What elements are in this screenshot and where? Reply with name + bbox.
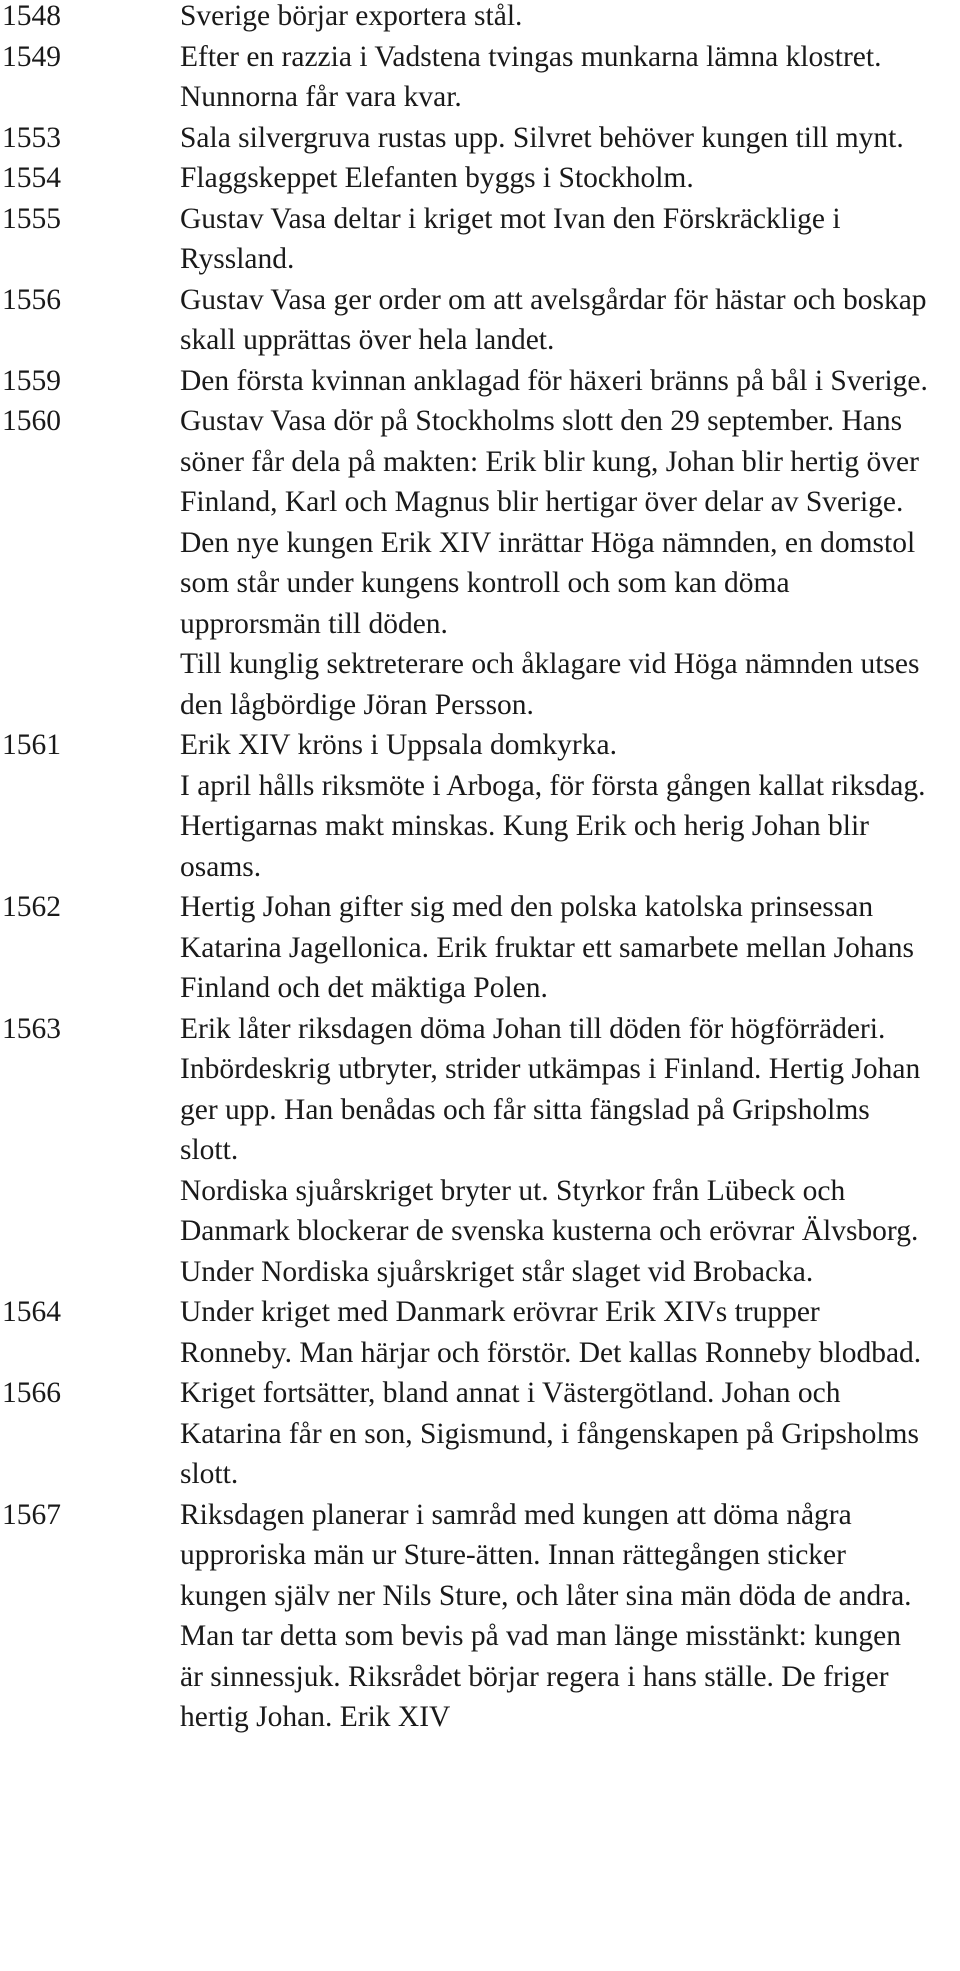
timeline-entry (0, 118, 960, 159)
entry-events (180, 0, 940, 37)
entry-year: 1560 (2, 405, 61, 437)
event-text: Till kunglig sektreterare och åklagare vid Höga nämnden utses den lågbördige Jöran Persson. (180, 648, 920, 721)
event-text: I april hålls riksmöte i Arboga, för första gången kallat riksdag. Hertigarnas makt minskas. Kung Erik och herig Johan blir osams. (180, 769, 926, 883)
entry-events (180, 401, 940, 725)
entry-events (180, 280, 940, 361)
entry-year: 1549 (2, 40, 61, 73)
timeline-entry (0, 1009, 960, 1293)
event-text: Efter en razzia i Vadstena tvingas munkarna lämna klostret. Nunnorna får vara kvar. (180, 40, 882, 113)
entry-events (180, 158, 940, 199)
timeline-entry (0, 725, 960, 887)
event-text: Den första kvinnan anklagad för häxeri bränns på bål i Sverige. (180, 364, 928, 397)
timeline-entry (0, 158, 960, 199)
entry-events (180, 361, 940, 402)
event-text: Flaggskeppet Elefanten byggs i Stockholm. (180, 162, 694, 194)
event-text: Sverige börjar exportera stål. (180, 0, 523, 32)
entry-year: 1553 (2, 121, 61, 154)
event-text: Gustav Vasa deltar i kriget mot Ivan den Förskräcklige i Ryssland. (180, 202, 841, 275)
entry-year: 1566 (2, 1377, 61, 1409)
entry-events (180, 1373, 940, 1495)
event-text: Riksdagen planerar i samråd med kungen att döma några upproriska män ur Sture-ätten. Innan rättegången sticker kungen själv ner Nils Sture, och låter sina män döda de andra. Man tar detta som bevis på vad man länge misstänkt: kungen är sinnessjuk. Riksrådet börjar regera i hans ställe. De friger hertig Johan. Erik XIV (180, 1498, 912, 1733)
timeline-entry (0, 1495, 960, 1738)
event-text: Erik låter riksdagen döma Johan till döden för högförräderi. Inbördeskrig utbryter, strider utkämpas i Finland. Hertig Johan ger upp. Han benådas och får sitta fängslad på Gripsholms slott. (180, 1012, 921, 1166)
timeline-entry (0, 199, 960, 280)
timeline-entry (0, 37, 960, 118)
entry-year: 1555 (2, 202, 61, 235)
entry-events (180, 1292, 940, 1373)
event-text: Den nye kungen Erik XIV inrättar Höga nämnden, en domstol som står under kungens kontroll och som kan döma upprorsmän till döden. (180, 526, 916, 640)
entry-year: 1554 (2, 162, 61, 194)
entry-events (180, 37, 940, 118)
event-text: Sala silvergruva rustas upp. Silvret behöver kungen till mynt. (180, 121, 904, 154)
entry-year: 1563 (2, 1012, 61, 1045)
entry-events (180, 725, 940, 887)
entry-events (180, 887, 940, 1009)
timeline-entry (0, 361, 960, 402)
entry-year: 1548 (2, 0, 61, 32)
timeline-entry (0, 1292, 960, 1373)
timeline-entry (0, 887, 960, 1009)
timeline-entry (0, 401, 960, 725)
timeline-entry (0, 1373, 960, 1495)
event-text: Hertig Johan gifter sig med den polska katolska prinsessan Katarina Jagellonica. Erik fruktar ett samarbete mellan Johans Finland och det mäktiga Polen. (180, 891, 914, 1004)
timeline-entry (0, 0, 960, 37)
entry-year: 1556 (2, 283, 61, 316)
event-text: Gustav Vasa ger order om att avelsgårdar för hästar och boskap skall upprättas över hela landet. (180, 283, 927, 356)
entry-year: 1562 (2, 891, 61, 923)
entry-year: 1567 (2, 1498, 61, 1531)
event-text: Under kriget med Danmark erövrar Erik XIVs trupper Ronneby. Man härjar och förstör. Det kallas Ronneby blodbad. (180, 1296, 922, 1369)
entry-year: 1564 (2, 1296, 61, 1328)
entry-events (180, 1495, 940, 1738)
event-text: Erik XIV kröns i Uppsala domkyrka. (180, 729, 617, 761)
entry-events (180, 118, 940, 159)
entry-year: 1559 (2, 364, 61, 397)
entry-events (180, 199, 940, 280)
timeline-entry (0, 280, 960, 361)
event-text: Nordiska sjuårskriget bryter ut. Styrkor från Lübeck och Danmark blockerar de svenska kusterna och erövrar Älvsborg. Under Nordiska sjuårskriget står slaget vid Brobacka. (180, 1174, 919, 1288)
entry-year: 1561 (2, 729, 61, 761)
event-text: Gustav Vasa dör på Stockholms slott den 29 september. Hans söner får dela på makten: Erik blir kung, Johan blir hertig över Finland, Karl och Magnus blir hertigar över delar av Sverige. (180, 405, 919, 518)
entry-events (180, 1009, 940, 1293)
event-text: Kriget fortsätter, bland annat i Västergötland. Johan och Katarina får en son, Sigismund, i fångenskapen på Gripsholms slott. (180, 1377, 919, 1490)
